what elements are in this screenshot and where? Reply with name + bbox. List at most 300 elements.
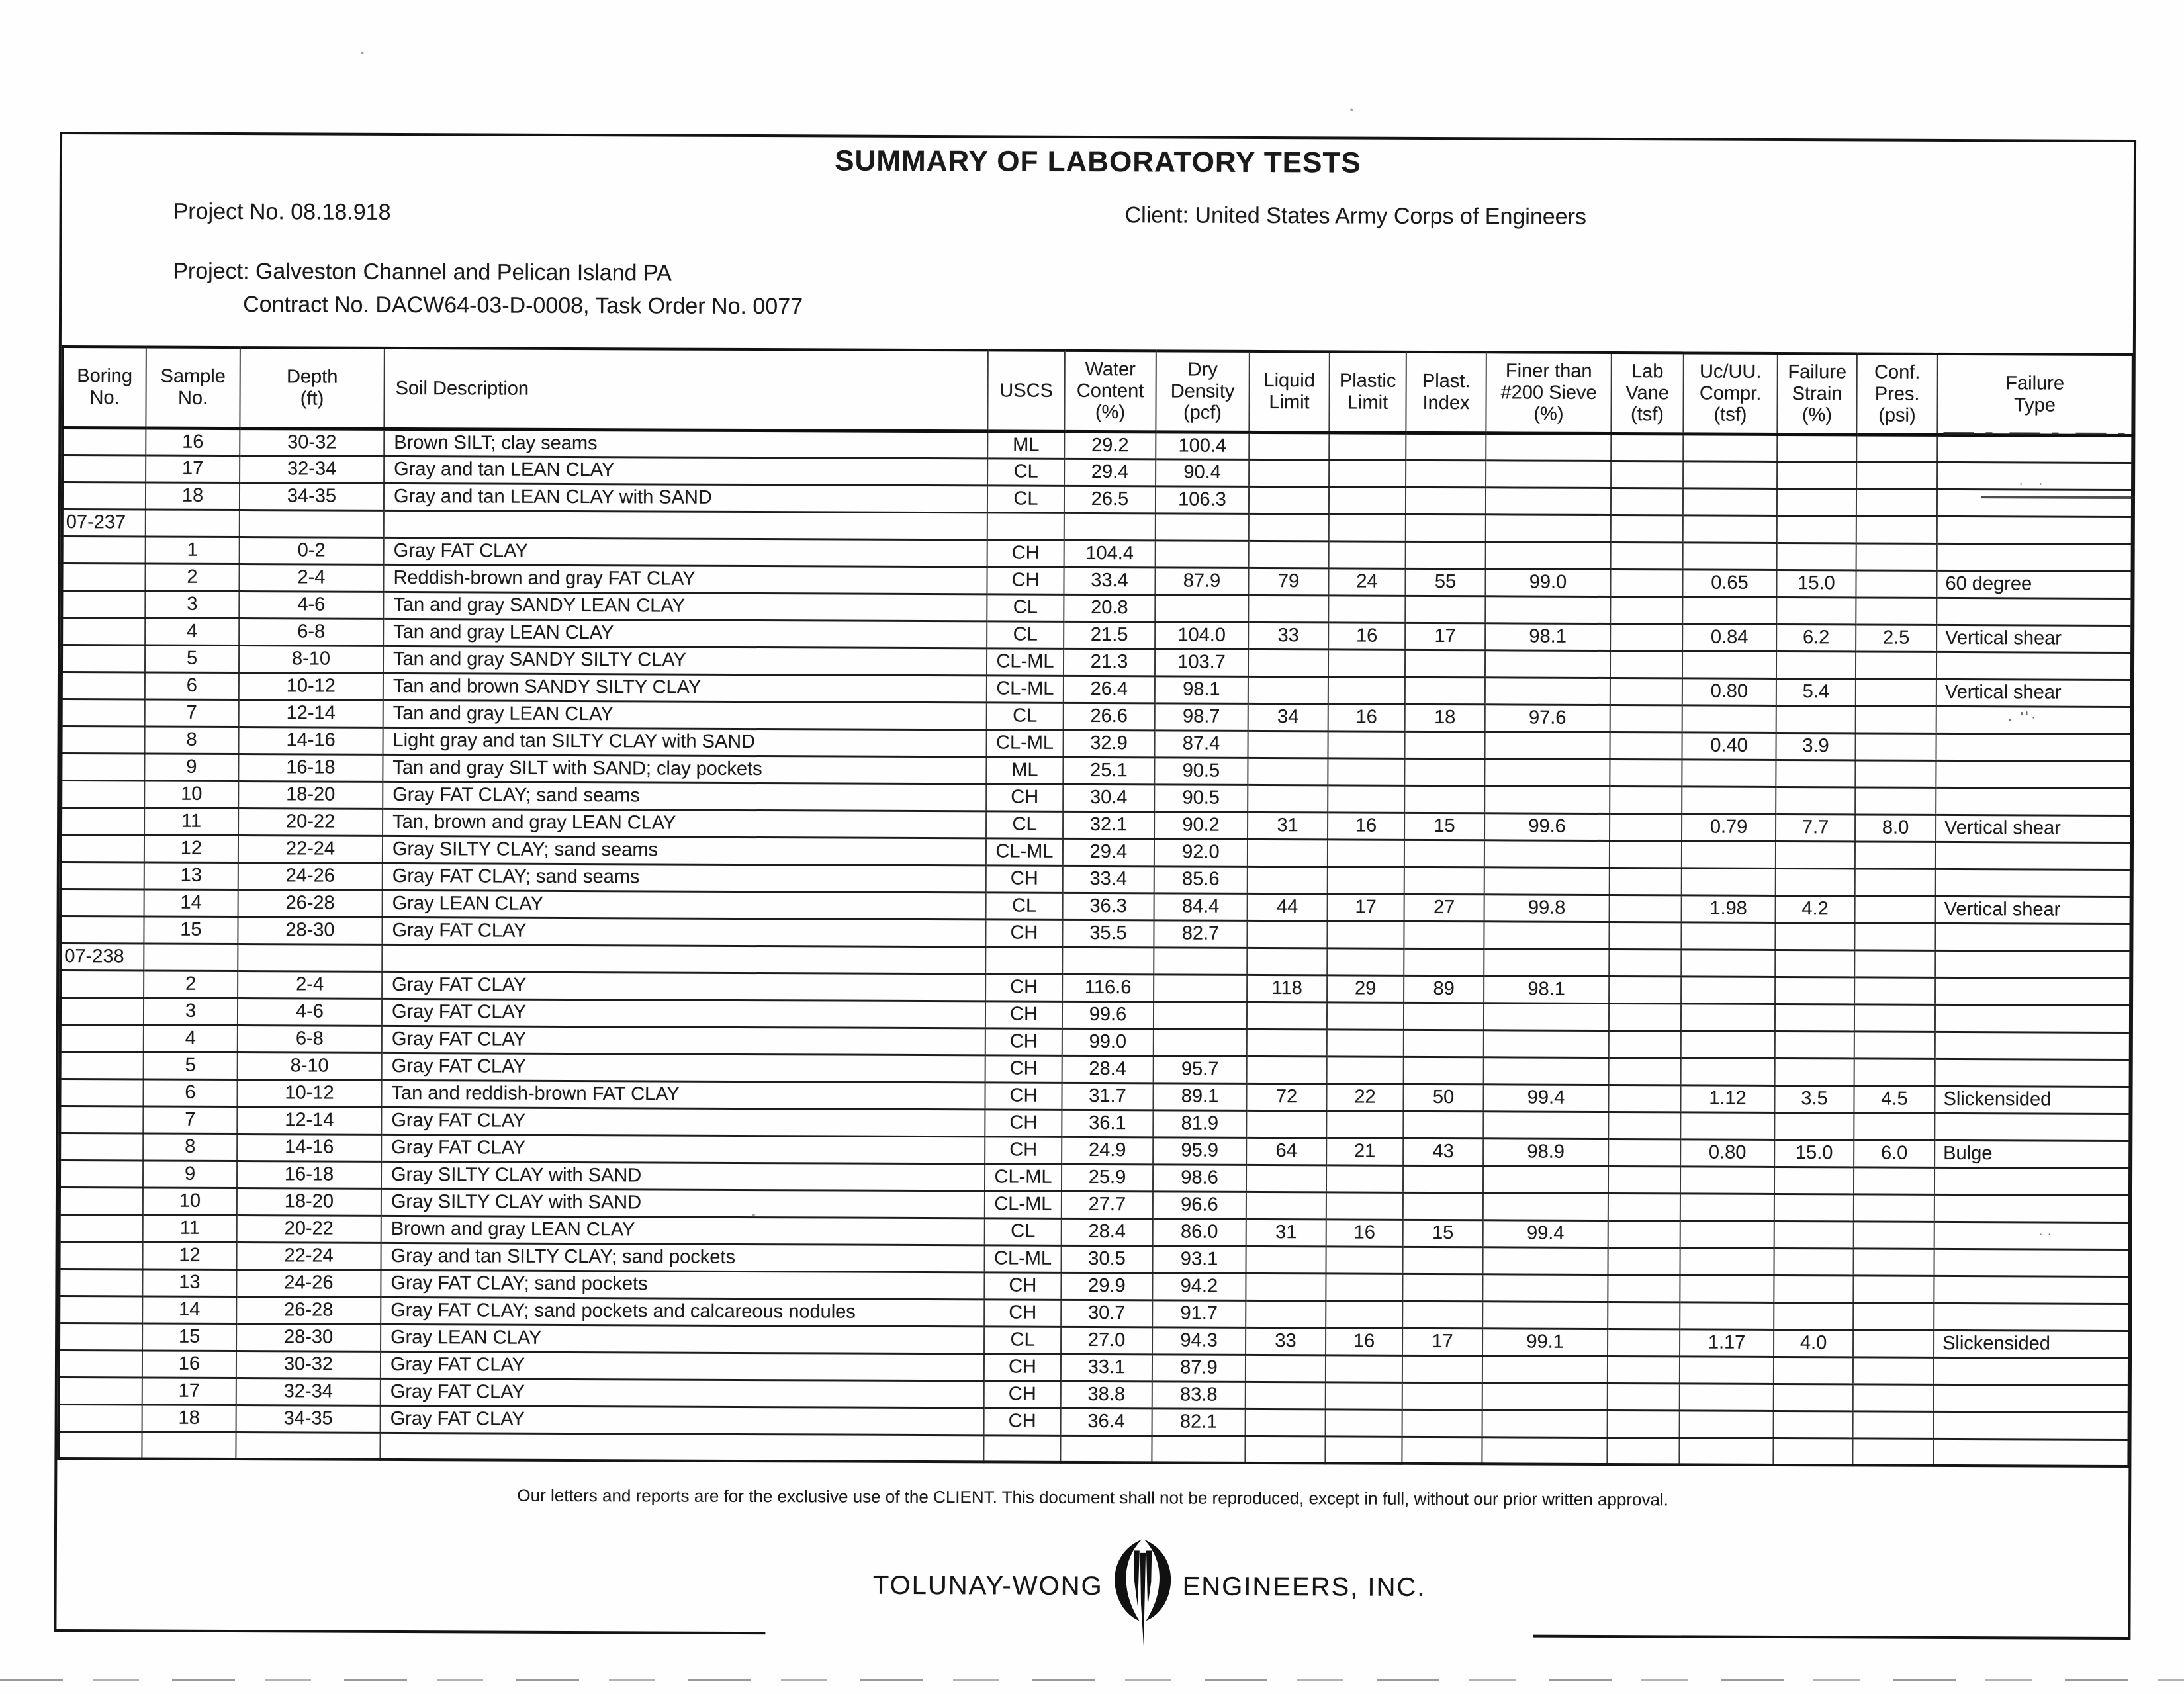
cell-uscs: CL-ML	[987, 648, 1064, 675]
cell-pi	[1404, 948, 1484, 975]
cell-uc: 1.98	[1682, 895, 1776, 922]
cell-uscs	[987, 512, 1064, 539]
cell-soil: Gray FAT CLAY	[381, 1134, 985, 1164]
cell-ll	[1248, 649, 1328, 676]
cell-failure: Vertical shear	[1936, 896, 2131, 924]
cell-dry: 100.4	[1156, 431, 1249, 459]
table-header-row	[62, 347, 2132, 435]
cell-ll	[1246, 1409, 1326, 1436]
cell-strain	[1776, 705, 1856, 733]
col-header-sample: Sample No.	[146, 347, 240, 429]
cell-uscs: CL-ML	[985, 1163, 1062, 1190]
cell-failure: 60 degree	[1936, 570, 2132, 598]
cell-failure	[1935, 1032, 2130, 1059]
cell-water: 21.5	[1064, 621, 1155, 649]
cell-uscs: CH	[984, 1353, 1061, 1380]
cell-dry: 94.2	[1152, 1272, 1246, 1300]
cell-strain: 4.0	[1774, 1329, 1853, 1357]
cell-vane	[1610, 650, 1682, 678]
cell-water: 26.5	[1064, 486, 1156, 513]
cell-ll	[1249, 432, 1329, 459]
cell-sample: 14	[142, 1296, 236, 1324]
cell-sieve	[1485, 596, 1610, 623]
cell-dry: 93.1	[1152, 1245, 1246, 1273]
cell-pi	[1402, 1409, 1482, 1437]
cell-vane	[1610, 813, 1682, 840]
cell-dry: 84.4	[1154, 893, 1248, 920]
cell-sample: 3	[144, 998, 238, 1026]
cell-soil: Tan and gray LEAN CLAY	[383, 700, 987, 730]
cell-depth: 8-10	[238, 1052, 382, 1080]
cell-strain	[1777, 488, 1856, 515]
cell-water: 28.4	[1062, 1055, 1154, 1083]
cell-uscs: CL	[987, 458, 1064, 485]
cell-depth: 6-8	[239, 618, 383, 646]
disclaimer-text: Our letters and reports are for the exclusive use of the CLIENT. This document shall not be reproduced, except in full, without our prior written approval.	[517, 1485, 1668, 1510]
cell-depth: 18-20	[237, 1188, 381, 1216]
cell-uc	[1682, 705, 1776, 733]
cell-depth: 12-14	[237, 1106, 381, 1134]
cell-dry: 103.7	[1155, 648, 1248, 676]
cell-boring	[62, 427, 146, 455]
tw-monogram-logo-icon	[1107, 1537, 1179, 1648]
cell-failure	[1936, 842, 2131, 869]
cell-soil: Gray SILTY CLAY with SAND	[381, 1161, 985, 1191]
cell-failure: Vertical shear	[1936, 679, 2132, 707]
cell-sample: 7	[143, 1106, 237, 1134]
cell-pi	[1403, 1192, 1483, 1220]
cell-uscs: CH	[987, 566, 1064, 594]
cell-conf	[1856, 678, 1936, 705]
cell-sample: 2	[145, 564, 239, 592]
col-header-water: Water Content (%)	[1064, 351, 1156, 432]
cell-boring	[62, 590, 145, 617]
cell-strain: 7.7	[1776, 814, 1855, 841]
cell-ll	[1248, 731, 1328, 758]
cell-depth: 8-10	[239, 645, 383, 673]
cell-ll: 64	[1246, 1137, 1326, 1165]
cell-sample: 12	[144, 835, 238, 863]
cell-uc	[1683, 461, 1777, 488]
cell-conf	[1853, 1357, 1934, 1384]
cell-ll	[1248, 839, 1328, 866]
cell-pl: 16	[1328, 622, 1405, 649]
cell-soil	[382, 944, 985, 974]
cell-dry: 98.6	[1153, 1164, 1246, 1192]
cell-pl	[1326, 1300, 1402, 1327]
cell-pi	[1404, 758, 1484, 785]
cell-dry: 83.8	[1152, 1381, 1246, 1409]
cell-pl	[1328, 595, 1405, 622]
cell-failure: Vertical shear	[1936, 625, 2132, 652]
cell-vane	[1609, 976, 1681, 1003]
cell-soil: Gray and tan LEAN CLAY	[384, 456, 987, 486]
cell-conf	[1855, 841, 1936, 868]
cell-depth: 22-24	[238, 835, 383, 863]
cell-uscs: CH	[985, 1136, 1062, 1163]
cell-vane	[1611, 461, 1683, 488]
scan-speck	[752, 1214, 755, 1216]
cell-uscs: CH	[986, 865, 1063, 892]
cell-soil: Gray SILTY CLAY with SAND	[381, 1188, 985, 1218]
cell-conf	[1856, 597, 1936, 624]
cell-pl	[1327, 1002, 1404, 1029]
cell-sieve	[1484, 1030, 1609, 1057]
cell-water: 27.0	[1061, 1327, 1152, 1355]
cell-failure	[1935, 923, 2130, 951]
cell-sieve: 99.0	[1485, 568, 1610, 596]
cell-strain: 3.5	[1774, 1085, 1854, 1112]
cell-sample: 10	[144, 781, 238, 809]
cell-water: 36.3	[1063, 893, 1154, 920]
cell-sieve: 99.8	[1484, 894, 1610, 922]
cell-depth	[238, 944, 382, 971]
cell-depth: 2-4	[239, 564, 383, 592]
cell-uc	[1680, 1274, 1774, 1302]
cell-sieve	[1486, 460, 1611, 488]
cell-pl	[1328, 676, 1405, 703]
cell-sample: 1	[146, 537, 240, 564]
cell-pl	[1326, 1382, 1402, 1409]
cell-conf	[1856, 461, 1937, 488]
cell-vane	[1610, 623, 1682, 650]
cell-dry: 106.3	[1156, 486, 1249, 513]
cell-dry: 87.4	[1154, 730, 1248, 758]
cell-conf	[1856, 570, 1936, 597]
cell-ll	[1246, 1192, 1326, 1219]
cell-boring	[61, 862, 144, 889]
cell-strain	[1775, 1031, 1854, 1058]
cell-failure	[1934, 1167, 2130, 1195]
cell-uscs: CL	[987, 485, 1064, 512]
cell-pi	[1405, 596, 1485, 623]
cell-dry	[1156, 540, 1249, 568]
cell-boring	[60, 997, 144, 1024]
cell-strain	[1774, 1221, 1854, 1248]
cell-pi	[1404, 921, 1484, 948]
cell-dry	[1154, 1028, 1247, 1056]
cell-conf	[1855, 895, 1936, 922]
cell-vane	[1610, 840, 1682, 868]
cell-ll: 44	[1248, 893, 1328, 920]
cell-depth: 14-16	[238, 727, 383, 754]
cell-failure	[1934, 1113, 2130, 1141]
cell-sample: 4	[145, 618, 239, 646]
cell-depth: 20-22	[238, 808, 383, 836]
cell-sample: 11	[144, 808, 238, 836]
cell-strain	[1777, 515, 1856, 543]
cell-conf	[1855, 868, 1936, 895]
cell-soil: Gray and tan LEAN CLAY with SAND	[384, 483, 987, 513]
cell-strain	[1774, 1167, 1854, 1194]
cell-ll	[1249, 486, 1329, 513]
cell-ll	[1248, 676, 1328, 703]
cell-sample: 3	[145, 591, 239, 619]
cell-uc: 0.84	[1682, 623, 1776, 651]
cell-ll	[1246, 1165, 1326, 1192]
cell-conf	[1853, 1384, 1934, 1411]
cell-uc	[1681, 1057, 1775, 1085]
cell-pl	[1328, 839, 1404, 866]
cell-uscs: CH	[985, 1109, 1062, 1136]
cell-soil: Gray FAT CLAY	[381, 1405, 984, 1435]
cell-sample: 16	[146, 428, 240, 456]
cell-pl	[1329, 486, 1406, 513]
cell-pi	[1402, 1274, 1482, 1301]
cell-uc	[1680, 1302, 1774, 1329]
cell-boring	[62, 455, 146, 482]
cell-dry: 90.4	[1156, 459, 1249, 486]
col-header-sieve: Finer than #200 Sieve (%)	[1486, 352, 1611, 433]
cell-pl	[1326, 1192, 1403, 1219]
cell-boring	[62, 563, 145, 590]
cell-uscs: CL-ML	[986, 838, 1063, 865]
cell-depth: 22-24	[237, 1242, 381, 1270]
cell-boring	[62, 699, 145, 726]
cell-uscs: CH	[985, 973, 1062, 1001]
cell-failure	[1935, 977, 2130, 1005]
cell-boring	[62, 617, 145, 645]
cell-vane	[1608, 1302, 1680, 1329]
cell-water: 33.1	[1061, 1354, 1152, 1382]
cell-vane	[1608, 1139, 1680, 1166]
cell-sample: 8	[143, 1134, 237, 1161]
cell-water: 25.1	[1063, 757, 1154, 785]
cell-water: 30.5	[1061, 1245, 1152, 1273]
cell-conf	[1854, 1221, 1934, 1248]
cell-conf: 4.5	[1854, 1085, 1934, 1112]
cell-pi: 89	[1404, 975, 1484, 1003]
col-header-dry: Dry Density (pcf)	[1156, 351, 1249, 432]
cell-conf	[1854, 1004, 1935, 1031]
cell-vane	[1611, 542, 1683, 569]
cell-sample: 7	[145, 699, 239, 727]
cell-pl	[1325, 1436, 1402, 1463]
cell-water: 29.2	[1064, 431, 1156, 459]
cell-vane	[1610, 895, 1682, 922]
cell-water: 32.1	[1063, 811, 1154, 839]
cell-uc	[1680, 1112, 1774, 1139]
col-header-failure: Failure Type	[1937, 354, 2132, 435]
cell-water: 25.9	[1062, 1164, 1153, 1192]
cell-pi	[1404, 840, 1484, 867]
cell-uscs: CL	[987, 702, 1064, 729]
cell-boring	[62, 726, 145, 753]
cell-sample: 17	[142, 1378, 236, 1405]
cell-pi	[1402, 1301, 1482, 1328]
cell-sieve	[1486, 433, 1611, 461]
cell-pi	[1404, 867, 1484, 894]
cell-vane	[1608, 1193, 1680, 1220]
cell-water: 29.4	[1063, 838, 1154, 866]
cell-water: 20.8	[1064, 594, 1155, 622]
col-header-depth: Depth (ft)	[240, 347, 384, 429]
cell-dry: 81.9	[1153, 1110, 1246, 1137]
cell-sieve	[1482, 1247, 1608, 1274]
scan-edge-dashed-line	[0, 1679, 2184, 1681]
cell-uscs: CH	[987, 539, 1064, 566]
cell-uscs: CL-ML	[987, 675, 1064, 702]
cell-strain	[1777, 543, 1856, 570]
cell-pi: 15	[1404, 813, 1484, 840]
cell-soil: Gray FAT CLAY; sand pockets	[381, 1270, 984, 1300]
cell-pl: 16	[1326, 1327, 1402, 1355]
cell-ll: 118	[1247, 975, 1327, 1002]
cell-pl: 21	[1326, 1137, 1403, 1165]
cell-dry: 95.7	[1154, 1055, 1247, 1083]
cell-pl	[1328, 785, 1404, 812]
cell-failure	[1936, 733, 2131, 761]
cell-uc	[1683, 433, 1777, 461]
cell-uscs: CH	[984, 1407, 1061, 1435]
cell-water: 29.4	[1064, 459, 1156, 486]
cell-pi	[1405, 650, 1485, 677]
cell-boring	[60, 1079, 143, 1106]
cell-sample: 5	[144, 1052, 238, 1080]
cell-pi	[1404, 785, 1484, 813]
cell-water: 24.9	[1062, 1137, 1153, 1165]
cell-uc: 0.79	[1682, 813, 1776, 841]
cell-strain	[1774, 1357, 1853, 1384]
cell-vane	[1608, 1383, 1680, 1410]
cell-depth: 28-30	[238, 916, 382, 944]
cell-pl	[1329, 541, 1406, 568]
cell-boring	[59, 1296, 142, 1323]
cell-failure	[1936, 706, 2132, 734]
cell-strain	[1776, 597, 1856, 624]
cell-pl	[1328, 758, 1404, 785]
cell-dry	[1156, 513, 1249, 541]
cell-sample: 9	[143, 1161, 237, 1188]
cell-pl	[1326, 1110, 1403, 1137]
cell-uc	[1682, 759, 1776, 787]
cell-strain	[1773, 1438, 1852, 1465]
cell-uc	[1680, 1410, 1774, 1438]
cell-conf	[1856, 488, 1937, 515]
cell-dry: 90.5	[1154, 757, 1248, 785]
cell-vane	[1609, 1030, 1681, 1057]
cell-pl	[1326, 1165, 1403, 1192]
pen-mark-dots: · ·	[2019, 474, 2048, 492]
cell-vane	[1610, 569, 1682, 596]
cell-failure: Bulge	[1934, 1140, 2130, 1168]
cell-strain	[1774, 1411, 1853, 1438]
cell-sieve	[1484, 1003, 1609, 1030]
cell-boring	[60, 1106, 143, 1133]
cell-conf	[1856, 705, 1936, 733]
cell-uscs: CH	[986, 783, 1063, 811]
cell-sieve	[1484, 758, 1610, 786]
cell-conf	[1855, 760, 1936, 787]
cell-soil: Tan and gray LEAN CLAY	[383, 619, 987, 648]
col-header-uscs: USCS	[987, 350, 1064, 431]
cell-strain	[1777, 461, 1856, 488]
cell-uc	[1682, 840, 1776, 868]
cell-depth	[240, 510, 384, 537]
cell-depth: 20-22	[237, 1215, 381, 1243]
cell-conf	[1853, 1248, 1934, 1275]
cell-dry	[1152, 1435, 1245, 1463]
cell-sample: 8	[145, 727, 239, 754]
cell-dry: 104.0	[1155, 621, 1248, 649]
cell-depth: 34-35	[240, 482, 384, 510]
cell-dry: 91.7	[1152, 1300, 1246, 1327]
cell-boring	[62, 672, 145, 699]
cell-conf	[1855, 733, 1936, 760]
cell-uscs: CH	[985, 1001, 1062, 1028]
cell-depth: 14-16	[237, 1134, 381, 1161]
cell-ll	[1248, 595, 1328, 622]
cell-sieve	[1483, 1165, 1608, 1193]
cell-water: 104.4	[1064, 540, 1156, 568]
cell-water: 21.3	[1064, 648, 1155, 676]
cell-uscs: CH	[984, 1380, 1061, 1407]
cell-failure	[1934, 1249, 2129, 1276]
cell-sample: 14	[144, 889, 238, 917]
cell-ll: 31	[1248, 812, 1328, 839]
company-footer	[765, 1527, 1533, 1646]
cell-strain	[1775, 950, 1854, 977]
cell-strain	[1774, 1384, 1853, 1411]
cell-uc	[1682, 786, 1776, 814]
cell-ll	[1246, 1110, 1326, 1137]
cell-ll: 31	[1246, 1219, 1326, 1246]
cell-water: 36.4	[1061, 1408, 1152, 1436]
cell-strain	[1774, 1194, 1854, 1221]
cell-dry: 90.5	[1154, 784, 1248, 812]
cell-sieve	[1484, 921, 1609, 949]
cell-sieve	[1482, 1355, 1608, 1383]
cell-uscs: CL	[986, 811, 1063, 838]
cell-ll	[1249, 541, 1329, 568]
cell-sieve	[1486, 514, 1611, 542]
cell-failure	[1936, 598, 2132, 625]
cell-water: 31.7	[1062, 1083, 1153, 1110]
col-header-pi: Plast. Index	[1406, 352, 1486, 433]
cell-uscs: CH	[984, 1272, 1061, 1299]
cell-conf: 6.0	[1854, 1139, 1934, 1167]
cell-vane	[1608, 1329, 1680, 1356]
cell-pi	[1402, 1382, 1482, 1409]
cell-vane	[1610, 868, 1682, 895]
cell-sample: 15	[144, 916, 238, 944]
cell-failure	[1933, 1439, 2128, 1466]
cell-uc	[1681, 922, 1775, 950]
cell-conf	[1854, 977, 1935, 1004]
cell-sieve	[1482, 1382, 1608, 1410]
cell-strain: 5.4	[1776, 678, 1856, 705]
cell-conf: 8.0	[1855, 814, 1936, 841]
cell-sieve	[1484, 867, 1610, 895]
cell-sample: 18	[142, 1405, 236, 1433]
cell-pi	[1406, 514, 1486, 541]
cell-soil: Gray FAT CLAY; sand seams	[383, 781, 986, 811]
cell-pl	[1329, 513, 1406, 541]
cell-uc	[1681, 976, 1775, 1004]
cell-ll	[1246, 1382, 1326, 1409]
cell-vane	[1610, 596, 1682, 623]
cell-vane	[1611, 433, 1683, 461]
cell-boring	[61, 834, 144, 862]
project-number: Project No. 08.18.918	[173, 199, 391, 225]
cell-conf	[1856, 515, 1937, 543]
cell-depth: 26-28	[238, 889, 383, 917]
scan-speck	[361, 52, 364, 54]
cell-water: 26.4	[1064, 676, 1155, 703]
cell-sieve	[1482, 1437, 1607, 1464]
cell-uscs	[983, 1435, 1060, 1462]
cell-strain: 15.0	[1776, 570, 1856, 597]
